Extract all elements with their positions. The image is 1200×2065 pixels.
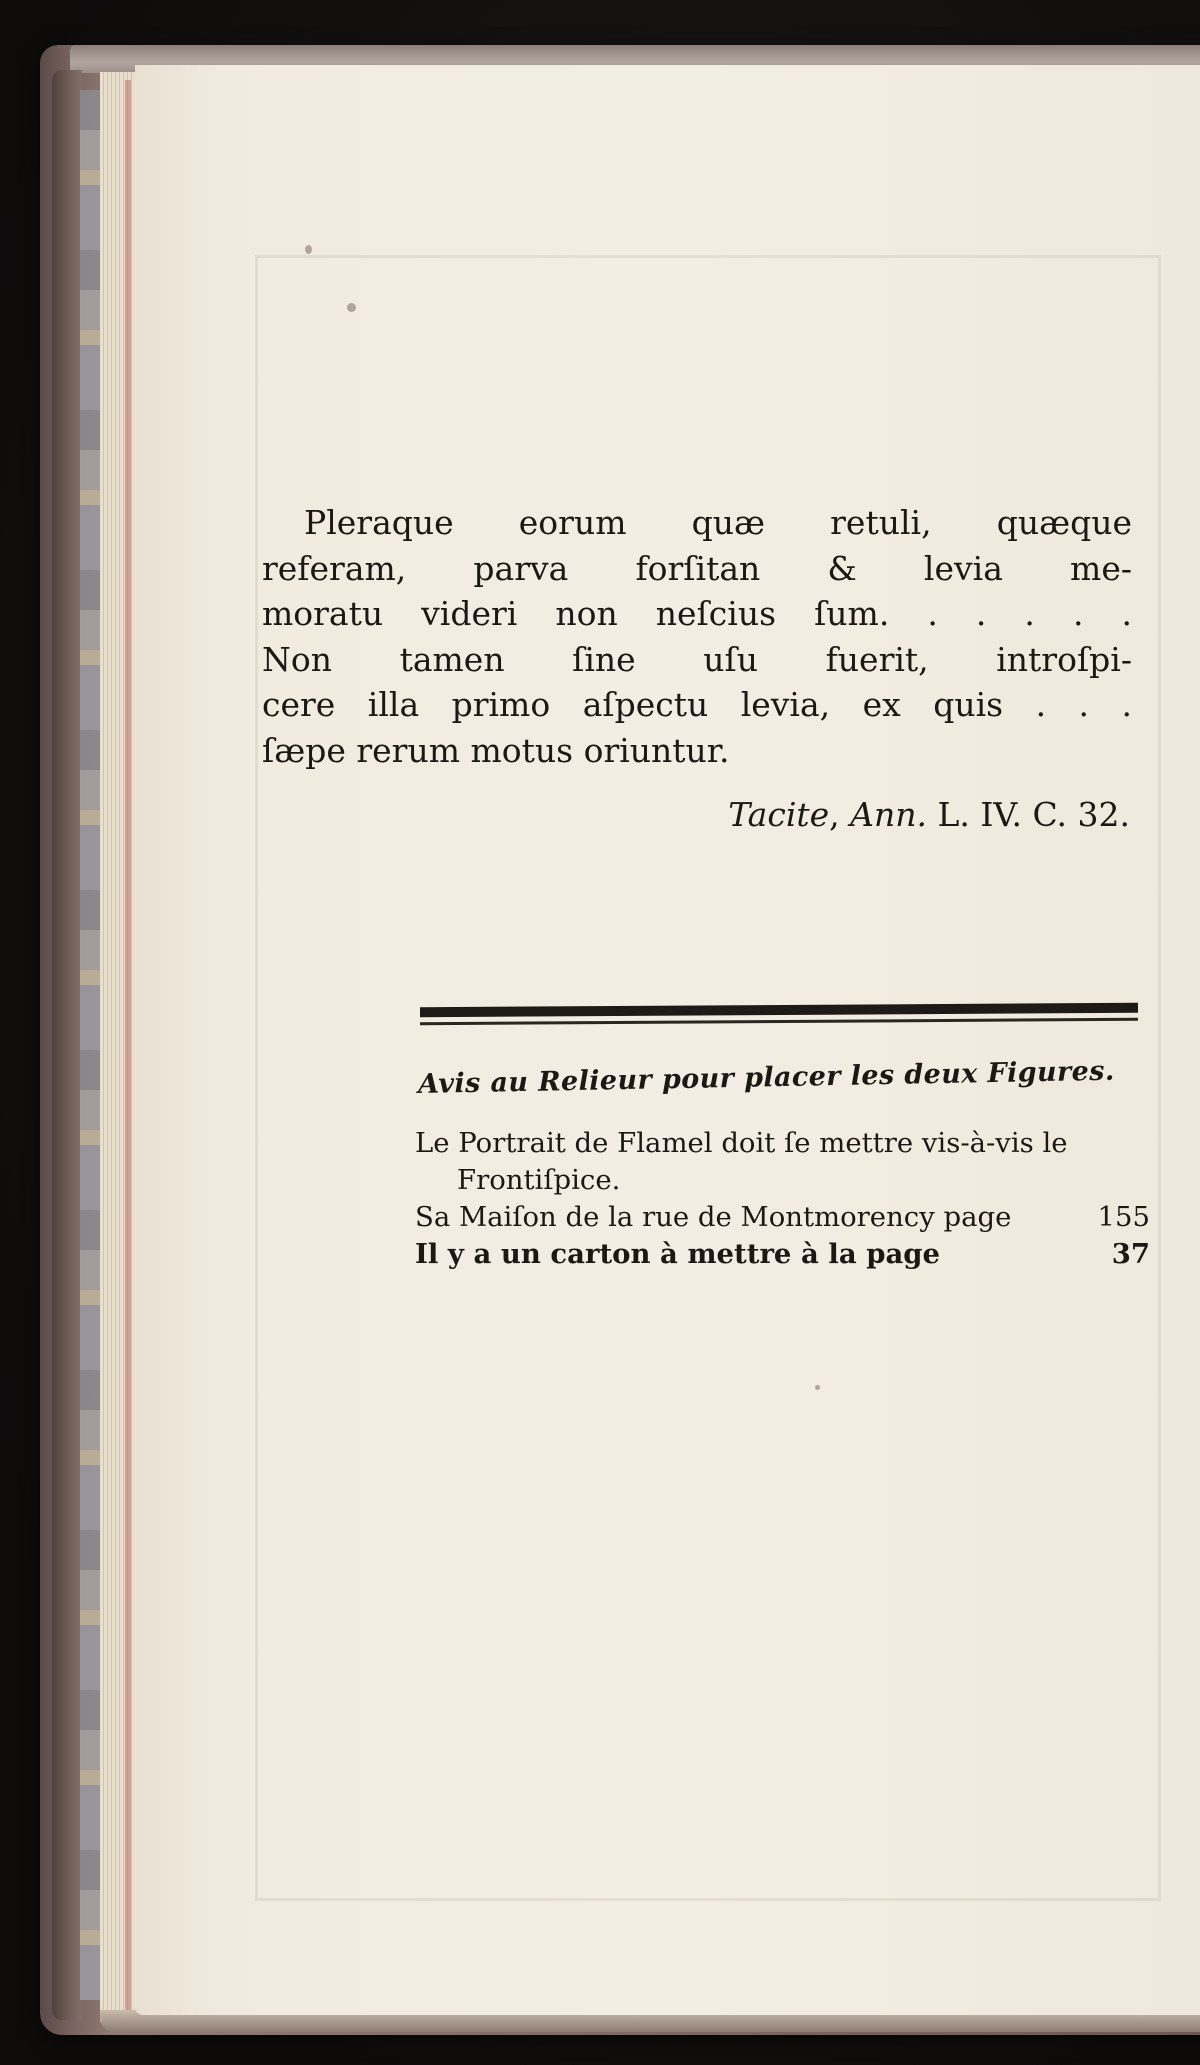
notice-entry-text: Frontiſpice. — [457, 1164, 621, 1196]
red-page-edge — [125, 80, 131, 2010]
foxing-spot — [305, 245, 312, 254]
notice-entry-text: Il y a un carton à mettre à la page — [415, 1238, 941, 1270]
epigraph-line: referam, parva forſitan & levia me- — [262, 548, 1132, 588]
page-edges — [100, 72, 140, 2022]
foxing-spot — [347, 303, 356, 312]
citation-author: Tacite — [728, 795, 830, 834]
binder-notice-title: Avis au Relieur pour placer les deux Figures. — [417, 1055, 1115, 1101]
spine-shadow — [52, 70, 82, 2020]
notice-entry-page: 155 — [1097, 1201, 1150, 1233]
epigraph-line: Non tamen ſine uſu fuerit, introſpi- — [262, 639, 1132, 679]
notice-entry — [415, 1199, 1150, 1236]
notice-entry — [415, 1125, 1150, 1162]
latin-epigraph — [262, 500, 1132, 773]
notice-entry-page: 37 — [1111, 1238, 1150, 1270]
epigraph-line: moratu videri non neſcius ſum. . . . . . — [262, 594, 1132, 633]
epigraph-line: Pleraque eorum quæ retuli, quæque — [304, 503, 1132, 542]
binder-notice-list — [415, 1125, 1150, 1273]
notice-entry-continuation — [415, 1162, 1150, 1199]
book-page — [135, 65, 1200, 2015]
citation-work: Ann. — [850, 795, 927, 834]
notice-entry — [415, 1236, 1150, 1273]
epigraph-line: cere illa primo aſpectu levia, ex quis . . . — [262, 685, 1132, 724]
foxing-spot — [815, 1385, 820, 1390]
notice-entry-text: Sa Maiſon de la rue de Montmorency page — [415, 1201, 1012, 1233]
notice-entry-text: Le Portrait de Flamel doit ſe mettre vis-à-vis le — [415, 1127, 1068, 1159]
citation-reference: L. IV. C. 32. — [937, 795, 1130, 834]
epigraph-citation: Tacite, Ann. L. IV. C. 32. — [728, 795, 1130, 834]
epigraph-line: ſæpe rerum motus oriuntur. — [262, 730, 730, 770]
